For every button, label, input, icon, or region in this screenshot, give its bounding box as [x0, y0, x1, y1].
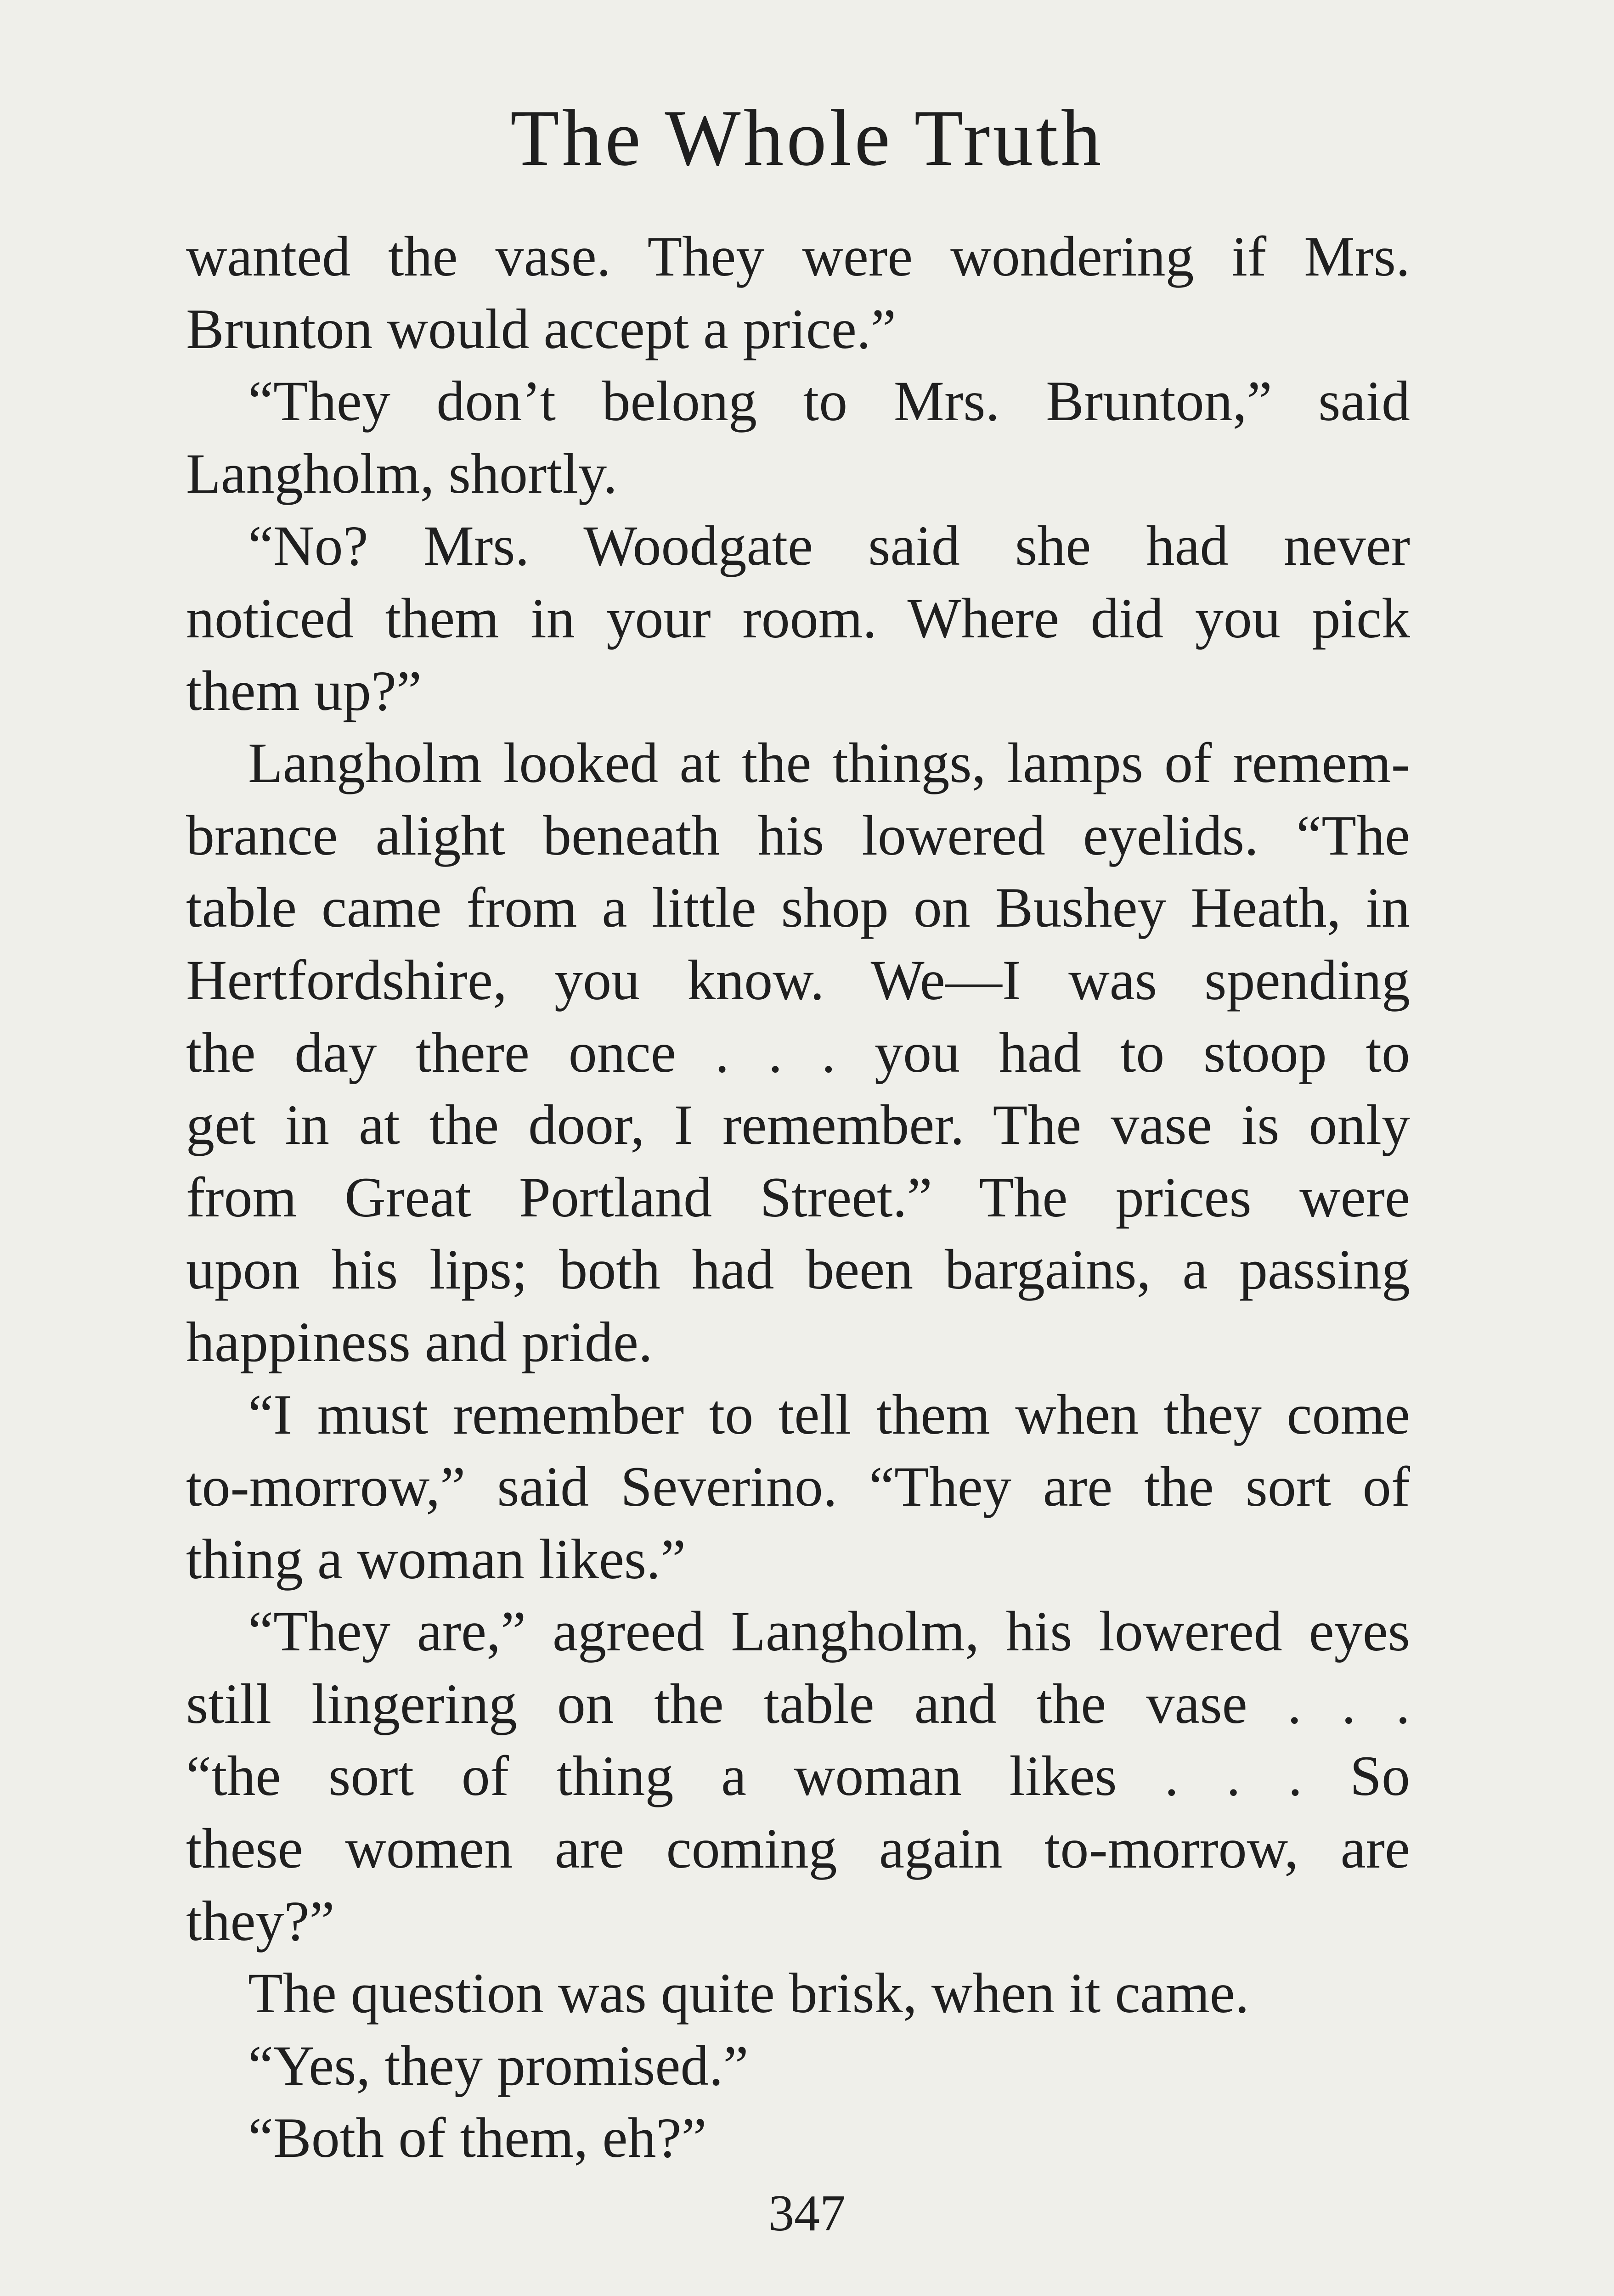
text-line: upon his lips; both had been bargains, a passing — [186, 1238, 1410, 1301]
text-line: still lingering on the table and the vase . . . — [186, 1672, 1410, 1735]
text-line: wanted the vase. They were wondering if Mrs. — [186, 225, 1410, 288]
text-line: these women are coming again to-morrow, are — [186, 1817, 1410, 1880]
text-line: get in at the door, I remember. The vase is only — [186, 1093, 1410, 1157]
text-line: thing a woman likes.” — [186, 1527, 686, 1591]
text-line: them up?” — [186, 659, 422, 722]
text-line: “No? Mrs. Woodgate said she had never — [248, 514, 1410, 578]
text-line: “They don’t belong to Mrs. Brunton,” said — [248, 370, 1410, 433]
text-line: “Both of them, eh?” — [248, 2106, 707, 2170]
text-line: Brunton would accept a price.” — [186, 297, 896, 360]
text-line: they?” — [186, 1889, 335, 1953]
text-line: brance alight beneath his lowered eyelids. “The — [186, 804, 1410, 867]
text-line: Langholm looked at the things, lamps of remem- — [248, 732, 1410, 795]
text-line: to-morrow,” said Severino. “They are the sort of — [186, 1455, 1410, 1519]
text-line: from Great Portland Street.” The prices were — [186, 1165, 1410, 1229]
text-line: “I must remember to tell them when they come — [248, 1383, 1410, 1446]
running-head-title: The Whole Truth — [510, 93, 1104, 182]
page-number: 347 — [768, 2185, 846, 2242]
text-line: “the sort of thing a woman likes . . . So — [186, 1745, 1410, 1808]
text-line: the day there once . . . you had to stoop to — [186, 1021, 1410, 1084]
text-line: table came from a little shop on Bushey Heath, in — [186, 876, 1410, 940]
text-line: “Yes, they promised.” — [248, 2034, 749, 2097]
text-line: “They are,” agreed Langholm, his lowered eyes — [248, 1600, 1410, 1663]
text-line: Hertfordshire, you know. We—I was spending — [186, 948, 1410, 1012]
text-line: noticed them in your room. Where did you pick — [186, 586, 1410, 650]
text-line: happiness and pride. — [186, 1310, 653, 1373]
text-line: The question was quite brisk, when it came. — [248, 1962, 1249, 2025]
text-line: Langholm, shortly. — [186, 442, 618, 505]
page-body — [186, 220, 1410, 2174]
